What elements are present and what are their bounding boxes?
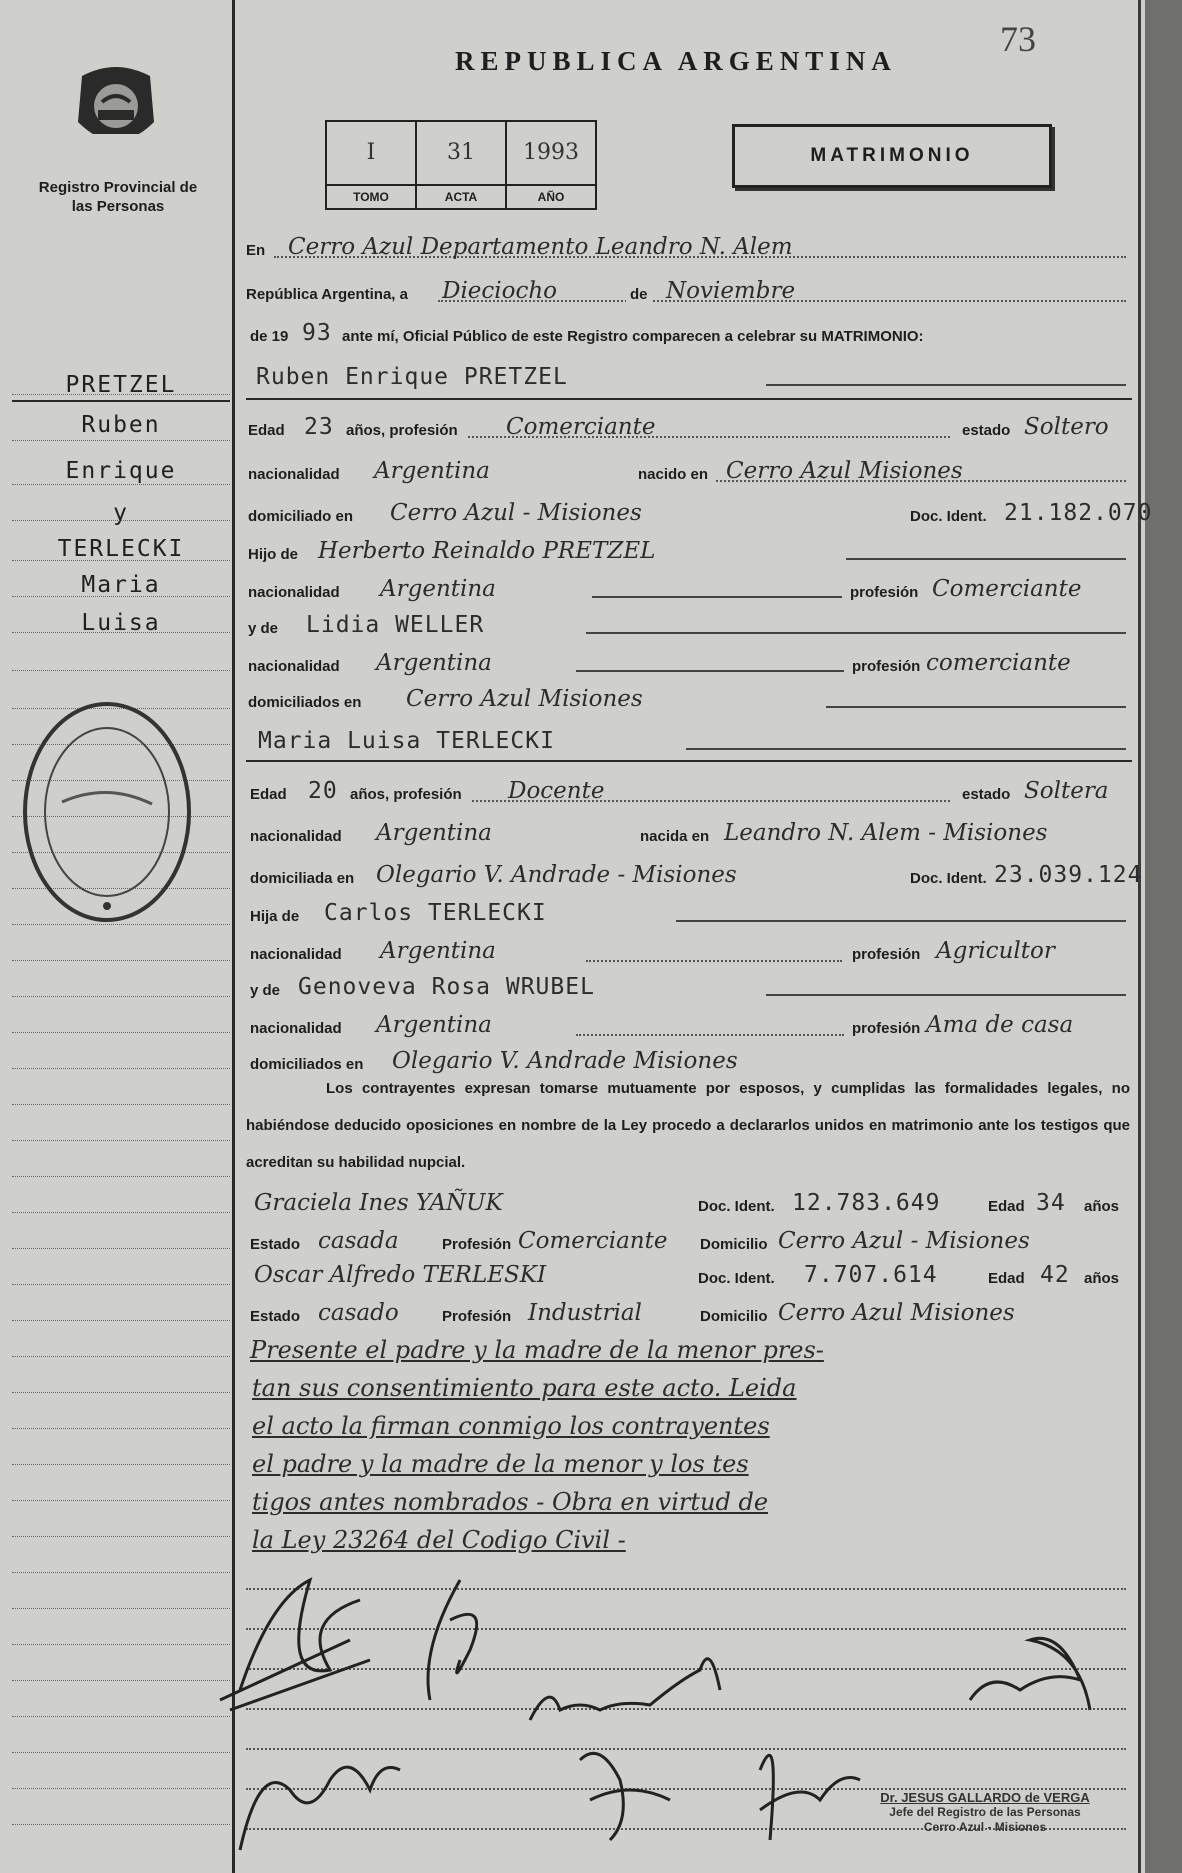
groom-mother-nat-row <box>246 644 1130 678</box>
year-suffix-value: 93 <box>302 320 332 346</box>
signature-genoveva-wrubel <box>530 1659 720 1720</box>
witness-1-name: Graciela Ines YAÑUK <box>254 1190 503 1216</box>
groom-name-row <box>246 358 1130 392</box>
note-line-3 <box>246 1408 1130 1442</box>
day-value: Dieciocho <box>442 278 558 304</box>
de-label: de <box>626 286 652 303</box>
witness-2-doc: 7.707.614 <box>804 1262 938 1288</box>
bride-hija-label: Hija de <box>250 908 300 925</box>
witness-1-detail-row <box>246 1222 1130 1256</box>
bride-birthplace: Leandro N. Alem - Misiones <box>724 820 1048 846</box>
witness-1-estado-label: Estado <box>250 1236 301 1253</box>
witness-2-age: 42 <box>1040 1262 1070 1288</box>
bride-mother-row <box>246 968 1130 1002</box>
groom-domicile-row <box>246 494 1153 528</box>
groom-nac-label: nacionalidad <box>248 466 340 483</box>
acta-label: ACTA <box>417 184 505 208</box>
groom-birthplace: Cerro Azul Misiones <box>726 458 963 484</box>
groom-mother-nat: Argentina <box>376 650 492 676</box>
bride-parents-dom-label: domiciliados en <box>250 1056 364 1073</box>
declaration-text: Los contrayentes expresan tomarse mutuamente por esposos, y cumplidas las formalidades legales, no habiéndose deducido oposiciones en nombre de la Ley procedo a declararlos unidos en matrimonio ante los testigos que acreditan su habilidad nupcial. <box>246 1080 1130 1171</box>
bride-domicile-row <box>246 856 1143 890</box>
date-row <box>246 272 1130 306</box>
margin-connector: y <box>113 500 129 526</box>
bride-nac-label: nacionalidad <box>250 828 342 845</box>
groom-mother: Lidia WELLER <box>306 612 485 638</box>
groom-profession: Comerciante <box>506 414 656 440</box>
bride-father-prof-label: profesión <box>852 946 921 963</box>
witness-2-anos-label: años <box>1084 1270 1120 1287</box>
witness-1-estado: casada <box>318 1228 399 1254</box>
republica-label: República Argentina, a <box>246 286 408 303</box>
bride-nationality: Argentina <box>376 820 492 846</box>
witness-1-age: 34 <box>1036 1190 1066 1216</box>
note-text-6: la Ley 23264 del Codigo Civil - <box>252 1526 626 1554</box>
document-type-box: MATRIMONIO <box>732 124 1052 188</box>
groom-mother-nat-label: nacionalidad <box>248 658 340 675</box>
stamp-line-2: Jefe del Registro de las Personas <box>889 1805 1081 1819</box>
witness-2-dom-label: Domicilio <box>700 1308 768 1325</box>
signature-terlecki <box>240 1767 400 1850</box>
margin-given-bride-2: Luisa <box>81 610 161 636</box>
bride-mother-nat-label: nacionalidad <box>250 1020 342 1037</box>
note-text-1: Presente el padre y la madre de la menor pres- <box>250 1336 824 1364</box>
witness-1-doc-label: Doc. Ident. <box>698 1198 775 1215</box>
margin-given-groom-2: Enrique <box>65 458 177 484</box>
bride-father-nat: Argentina <box>380 938 496 964</box>
statement-text: ante mí, Oficial Público de este Registro comparecen a celebrar su MATRIMONIO: <box>342 328 924 345</box>
groom-doc-label: Doc. Ident. <box>910 508 987 525</box>
witness-2-estado: casado <box>318 1300 399 1326</box>
bride-prof-label: años, profesión <box>350 786 462 803</box>
witness-1-row <box>246 1184 1130 1218</box>
witness-1-dom-label: Domicilio <box>700 1236 768 1253</box>
bride-profession: Docente <box>508 778 605 804</box>
groom-age: 23 <box>304 414 334 440</box>
bride-nationality-row <box>246 814 1130 848</box>
groom-yde-label: y de <box>248 620 279 637</box>
note-text-5: tigos antes nombrados - Obra en virtud de <box>252 1488 769 1516</box>
bride-age-row <box>246 772 1130 806</box>
acta-value: 31 <box>447 140 475 165</box>
groom-domicile: Cerro Azul - Misiones <box>390 500 642 526</box>
witness-1-edad-label: Edad <box>988 1198 1025 1215</box>
bride-estado-label: estado <box>962 786 1011 803</box>
signature-witness-2 <box>760 1755 860 1840</box>
margin-given-bride: Maria <box>81 572 161 598</box>
bride-yde-label: y de <box>250 982 281 999</box>
groom-edad-label: Edad <box>248 422 285 439</box>
witness-1-domicile: Cerro Azul - Misiones <box>778 1228 1030 1254</box>
stamp-line-3: Cerro Azul - Misiones <box>923 1820 1047 1834</box>
en-label: En <box>246 242 266 259</box>
stamp-line-1: Dr. JESUS GALLARDO de VERGA <box>880 1790 1090 1805</box>
bride-age: 20 <box>308 778 338 804</box>
groom-father-nat: Argentina <box>380 576 496 602</box>
groom-father: Herberto Reinaldo PRETZEL <box>318 538 656 564</box>
year-label: AÑO <box>507 184 595 208</box>
witness-2-profession: Industrial <box>528 1300 642 1326</box>
bride-name-row <box>246 722 1130 756</box>
bride-edad-label: Edad <box>250 786 287 803</box>
official-stamp <box>850 1790 1120 1835</box>
groom-father-prof-label: profesión <box>850 584 919 601</box>
place-row <box>246 228 1130 262</box>
registry-seal-icon <box>14 692 200 932</box>
groom-dom-label: domiciliado en <box>248 508 354 525</box>
note-text-3: el acto la firman conmigo los contrayentes <box>252 1412 770 1440</box>
bride-father-prof: Agricultor <box>936 938 1055 964</box>
bride-father-nat-row <box>246 932 1130 966</box>
page-edge <box>1138 0 1141 1873</box>
groom-father-prof: Comerciante <box>932 576 1082 602</box>
bride-father-nat-label: nacionalidad <box>250 946 342 963</box>
tomo-label: TOMO <box>327 184 415 208</box>
witness-1-profession: Comerciante <box>518 1228 668 1254</box>
groom-mother-prof-label: profesión <box>852 658 921 675</box>
groom-mother-row <box>246 606 1130 640</box>
margin-divider-line <box>12 400 230 402</box>
signature-witness-1 <box>580 1753 670 1840</box>
signature-official <box>970 1638 1090 1710</box>
tomo-cell <box>327 122 417 208</box>
de19-label: de 19 <box>250 328 289 345</box>
bride-estado: Soltera <box>1024 778 1109 804</box>
groom-estado: Soltero <box>1024 414 1109 440</box>
witness-1-anos-label: años <box>1084 1198 1120 1215</box>
groom-nacido-label: nacido en <box>638 466 709 483</box>
bride-domicile: Olegario V. Andrade - Misiones <box>376 862 737 888</box>
witness-2-edad-label: Edad <box>988 1270 1025 1287</box>
country-title: REPUBLICA ARGENTINA <box>455 46 897 76</box>
witness-2-prof-label: Profesión <box>442 1308 512 1325</box>
margin-surname-groom: PRETZEL <box>65 372 177 398</box>
note-line-1 <box>246 1332 1130 1366</box>
groom-father-nat-label: nacionalidad <box>248 584 340 601</box>
groom-mother-prof: comerciante <box>926 650 1071 676</box>
witness-1-doc: 12.783.649 <box>792 1190 941 1216</box>
bride-section-rule <box>246 760 1132 762</box>
bride-doc: 23.039.124 <box>994 862 1143 888</box>
note-text-2: tan sus consentimiento para este acto. Leida <box>252 1374 797 1402</box>
record-reference-box <box>325 120 597 210</box>
year-value: 1993 <box>523 140 579 165</box>
tomo-value: I <box>366 140 376 165</box>
bride-father: Carlos TERLECKI <box>324 900 547 926</box>
signature-groom <box>220 1580 370 1710</box>
margin-surname-bride: TERLECKI <box>57 536 185 562</box>
bride-mother-prof: Ama de casa <box>926 1012 1074 1038</box>
witness-1-prof-label: Profesión <box>442 1236 512 1253</box>
groom-name: Ruben Enrique PRETZEL <box>256 364 568 390</box>
month-value: Noviembre <box>666 278 796 304</box>
groom-father-row <box>246 532 1130 566</box>
bride-mother-nat-row <box>246 1006 1130 1040</box>
groom-parents-dom: Cerro Azul Misiones <box>406 686 643 712</box>
bride-dom-label: domiciliada en <box>250 870 355 887</box>
signature-bride-father <box>428 1580 477 1700</box>
groom-age-row <box>246 408 1130 442</box>
note-line-5 <box>246 1484 1130 1518</box>
bride-parents-dom: Olegario V. Andrade Misiones <box>392 1048 738 1074</box>
groom-nationality: Argentina <box>374 458 490 484</box>
groom-prof-label: años, profesión <box>346 422 458 439</box>
groom-doc: 21.182.070 <box>1004 500 1153 526</box>
note-line-2 <box>246 1370 1130 1404</box>
groom-parents-dom-row <box>246 680 1130 714</box>
margin-given-groom: Ruben <box>81 412 161 438</box>
registry-title: Registro Provincial de las Personas <box>38 179 198 215</box>
groom-estado-label: estado <box>962 422 1011 439</box>
witness-2-name: Oscar Alfredo TERLESKI <box>254 1262 547 1288</box>
statement-row <box>246 314 1130 348</box>
witness-2-row <box>246 1256 1130 1290</box>
note-line-4 <box>246 1446 1130 1480</box>
bride-mother-prof-label: profesión <box>852 1020 921 1037</box>
bride-name: Maria Luisa TERLECKI <box>258 728 555 754</box>
witness-2-detail-row <box>246 1294 1130 1328</box>
bride-mother: Genoveva Rosa WRUBEL <box>298 974 595 1000</box>
bride-father-row <box>246 894 1130 928</box>
bride-nacida-label: nacida en <box>640 828 710 845</box>
note-line-6 <box>246 1522 1130 1556</box>
note-text-4: el padre y la madre de la menor y los tes <box>252 1450 749 1478</box>
bride-mother-nat: Argentina <box>376 1012 492 1038</box>
groom-hijo-label: Hijo de <box>248 546 299 563</box>
groom-parents-dom-label: domiciliados en <box>248 694 362 711</box>
groom-nationality-row <box>246 452 1130 486</box>
witness-2-estado-label: Estado <box>250 1308 301 1325</box>
folio-number: 73 <box>1000 19 1036 59</box>
groom-father-nat-row <box>246 570 1130 604</box>
bride-doc-label: Doc. Ident. <box>910 870 987 887</box>
witness-2-doc-label: Doc. Ident. <box>698 1270 775 1287</box>
witness-2-domicile: Cerro Azul Misiones <box>778 1300 1015 1326</box>
acta-cell <box>417 122 507 208</box>
year-cell <box>507 122 595 208</box>
provincial-coat-of-arms-icon <box>72 62 160 158</box>
groom-section-rule <box>246 398 1132 400</box>
place-value: Cerro Azul Departamento Leandro N. Alem <box>288 234 793 260</box>
